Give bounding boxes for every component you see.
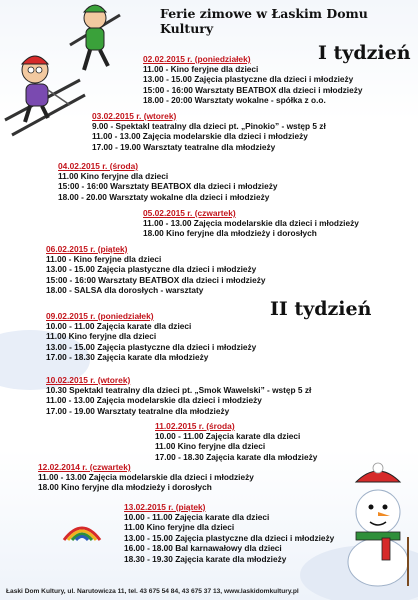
event-item: 18.00 - SALSA dla dorosłych - warsztaty bbox=[46, 285, 204, 296]
event-item: 11.00 Kino feryjne dla dzieci bbox=[155, 441, 266, 452]
event-item: 18.00 - 20:00 Warsztaty wokalne - spółka z o.o. bbox=[143, 95, 326, 106]
event-list bbox=[58, 171, 277, 202]
event-item: 18.30 - 19.30 Zajęcia karate dla młodzieży bbox=[124, 553, 287, 564]
event-item: 11.00 Kino feryjne dla dzieci bbox=[124, 522, 235, 533]
event-item: 11.00 - Kino feryjne dla dzieci bbox=[143, 64, 259, 74]
event-item: 18.00 - 20.00 Warsztaty wokalne dla dzieci i młodzieży bbox=[58, 191, 270, 202]
day-section bbox=[92, 111, 326, 152]
day-section bbox=[46, 375, 311, 416]
week-heading-2: II tydzień bbox=[270, 298, 372, 320]
event-item: 17.00 - 18.30 Zajęcia karate dla młodzieży bbox=[155, 451, 318, 462]
event-item: 11.00 - 13.00 Zajęcia modelarskie dla dzieci i młodzieży bbox=[143, 218, 359, 228]
event-item: 11.00 - 13.00 Zajęcia modelarskie dla dzieci i młodzieży bbox=[46, 395, 262, 406]
event-item: 10.00 - 11.00 Zajęcia karate dla dzieci bbox=[124, 512, 270, 522]
event-item: 10.30 Spektakl teatralny dla dzieci pt. „Smok Wawelski” - wstęp 5 zł bbox=[46, 385, 312, 395]
week-heading-1: I tydzień bbox=[318, 42, 411, 64]
page-title: Ferie zimowe w Łaskim Domu Kultury bbox=[160, 6, 368, 36]
day-section bbox=[38, 462, 254, 493]
day-section bbox=[58, 161, 277, 202]
event-list bbox=[143, 218, 359, 239]
event-list bbox=[143, 64, 362, 106]
event-item: 13.00 - 15.00 Zajęcia plastyczne dla dzieci i młodzieży bbox=[46, 264, 257, 275]
event-item: 15:00 - 16:00 Warsztaty BEATBOX dla dzieci i młodzieży bbox=[143, 84, 363, 95]
event-item: 17.00 - 18.30 Zajęcia karate dla młodzieży bbox=[46, 352, 209, 363]
day-section bbox=[46, 244, 265, 296]
event-item: 11.00 Kino feryjne dla dzieci bbox=[58, 171, 169, 181]
day-date: 09.02.2015 r. (poniedziałek) bbox=[46, 311, 154, 321]
event-item: 10.00 - 11.00 Zajęcia karate dla dzieci bbox=[46, 321, 192, 331]
event-list bbox=[155, 431, 317, 462]
event-list bbox=[124, 512, 334, 564]
day-date: 04.02.2015 r. (środa) bbox=[58, 161, 139, 171]
event-item: 11.00 - Kino feryjne dla dzieci bbox=[46, 254, 162, 264]
day-section bbox=[143, 54, 362, 106]
skier-green bbox=[70, 5, 120, 70]
event-item: 10.00 - 11.00 Zajęcia karate dla dzieci bbox=[155, 431, 301, 441]
day-date: 10.02.2015 r. (wtorek) bbox=[46, 375, 131, 385]
footer-contact: Łaski Dom Kultury, ul. Narutowicza 11, tel. 43 675 54 84, 43 675 37 13, www.laskidomkultury.pl bbox=[6, 588, 299, 595]
event-item: 17.00 - 19.00 Warsztaty teatralne dla młodzieży bbox=[92, 141, 276, 152]
event-item: 13.00 - 15.00 Zajęcia plastyczne dla dzieci i młodzieży bbox=[124, 532, 335, 543]
skier-red bbox=[5, 56, 85, 135]
day-date: 06.02.2015 r. (piątek) bbox=[46, 244, 128, 254]
event-item: 13.00 - 15.00 Zajęcia plastyczne dla dzieci i młodzieży bbox=[46, 341, 257, 352]
day-section bbox=[143, 208, 359, 239]
day-date: 05.02.2015 r. (czwartek) bbox=[143, 208, 236, 218]
event-list bbox=[46, 254, 265, 296]
event-list bbox=[46, 385, 311, 416]
day-section bbox=[155, 421, 317, 462]
event-item: 15:00 - 16:00 Warsztaty BEATBOX dla dzieci i młodzieży bbox=[46, 274, 266, 285]
day-date: 12.02.2014 r. (czwartek) bbox=[38, 462, 131, 472]
day-date: 03.02.2015 r. (wtorek) bbox=[92, 111, 177, 121]
event-item: 17.00 - 19.00 Warsztaty teatralne dla młodzieży bbox=[46, 405, 230, 416]
day-date: 11.02.2015 r. (środa) bbox=[155, 421, 235, 431]
event-item: 11.00 - 13.00 Zajęcia modelarskie dla dzieci i młodzieży bbox=[38, 472, 254, 482]
event-list bbox=[38, 472, 254, 493]
event-list bbox=[46, 321, 256, 363]
day-section bbox=[46, 311, 256, 363]
event-item: 16.00 - 18.00 Bal karnawałowy dla dzieci bbox=[124, 543, 282, 554]
event-list bbox=[92, 121, 326, 152]
event-item: 13.00 - 15.00 Zajęcia plastyczne dla dzieci i młodzieży bbox=[143, 74, 354, 85]
day-date: 02.02.2015 r. (poniedziałek) bbox=[143, 54, 251, 64]
event-item: 9.00 - Spektakl teatralny dla dzieci pt. „Pinokio” - wstęp 5 zł bbox=[92, 121, 326, 131]
event-item: 18.00 Kino feryjne dla młodzieży i dorosłych bbox=[38, 482, 212, 493]
day-date: 13.02.2015 r. (piątek) bbox=[124, 502, 206, 512]
rainbow-logo bbox=[60, 518, 104, 544]
event-item: 11.00 - 13.00 Zajęcia modelarskie dla dzieci i młodzieży bbox=[92, 131, 308, 142]
event-item: 11.00 Kino feryjne dla dzieci bbox=[46, 331, 157, 342]
snowman-illustration bbox=[338, 462, 418, 587]
event-item: 18.00 Kino feryjne dla młodzieży i dorosłych bbox=[143, 228, 317, 239]
day-section bbox=[124, 502, 334, 564]
event-item: 15:00 - 16:00 Warsztaty BEATBOX dla dzieci i młodzieży bbox=[58, 181, 278, 192]
